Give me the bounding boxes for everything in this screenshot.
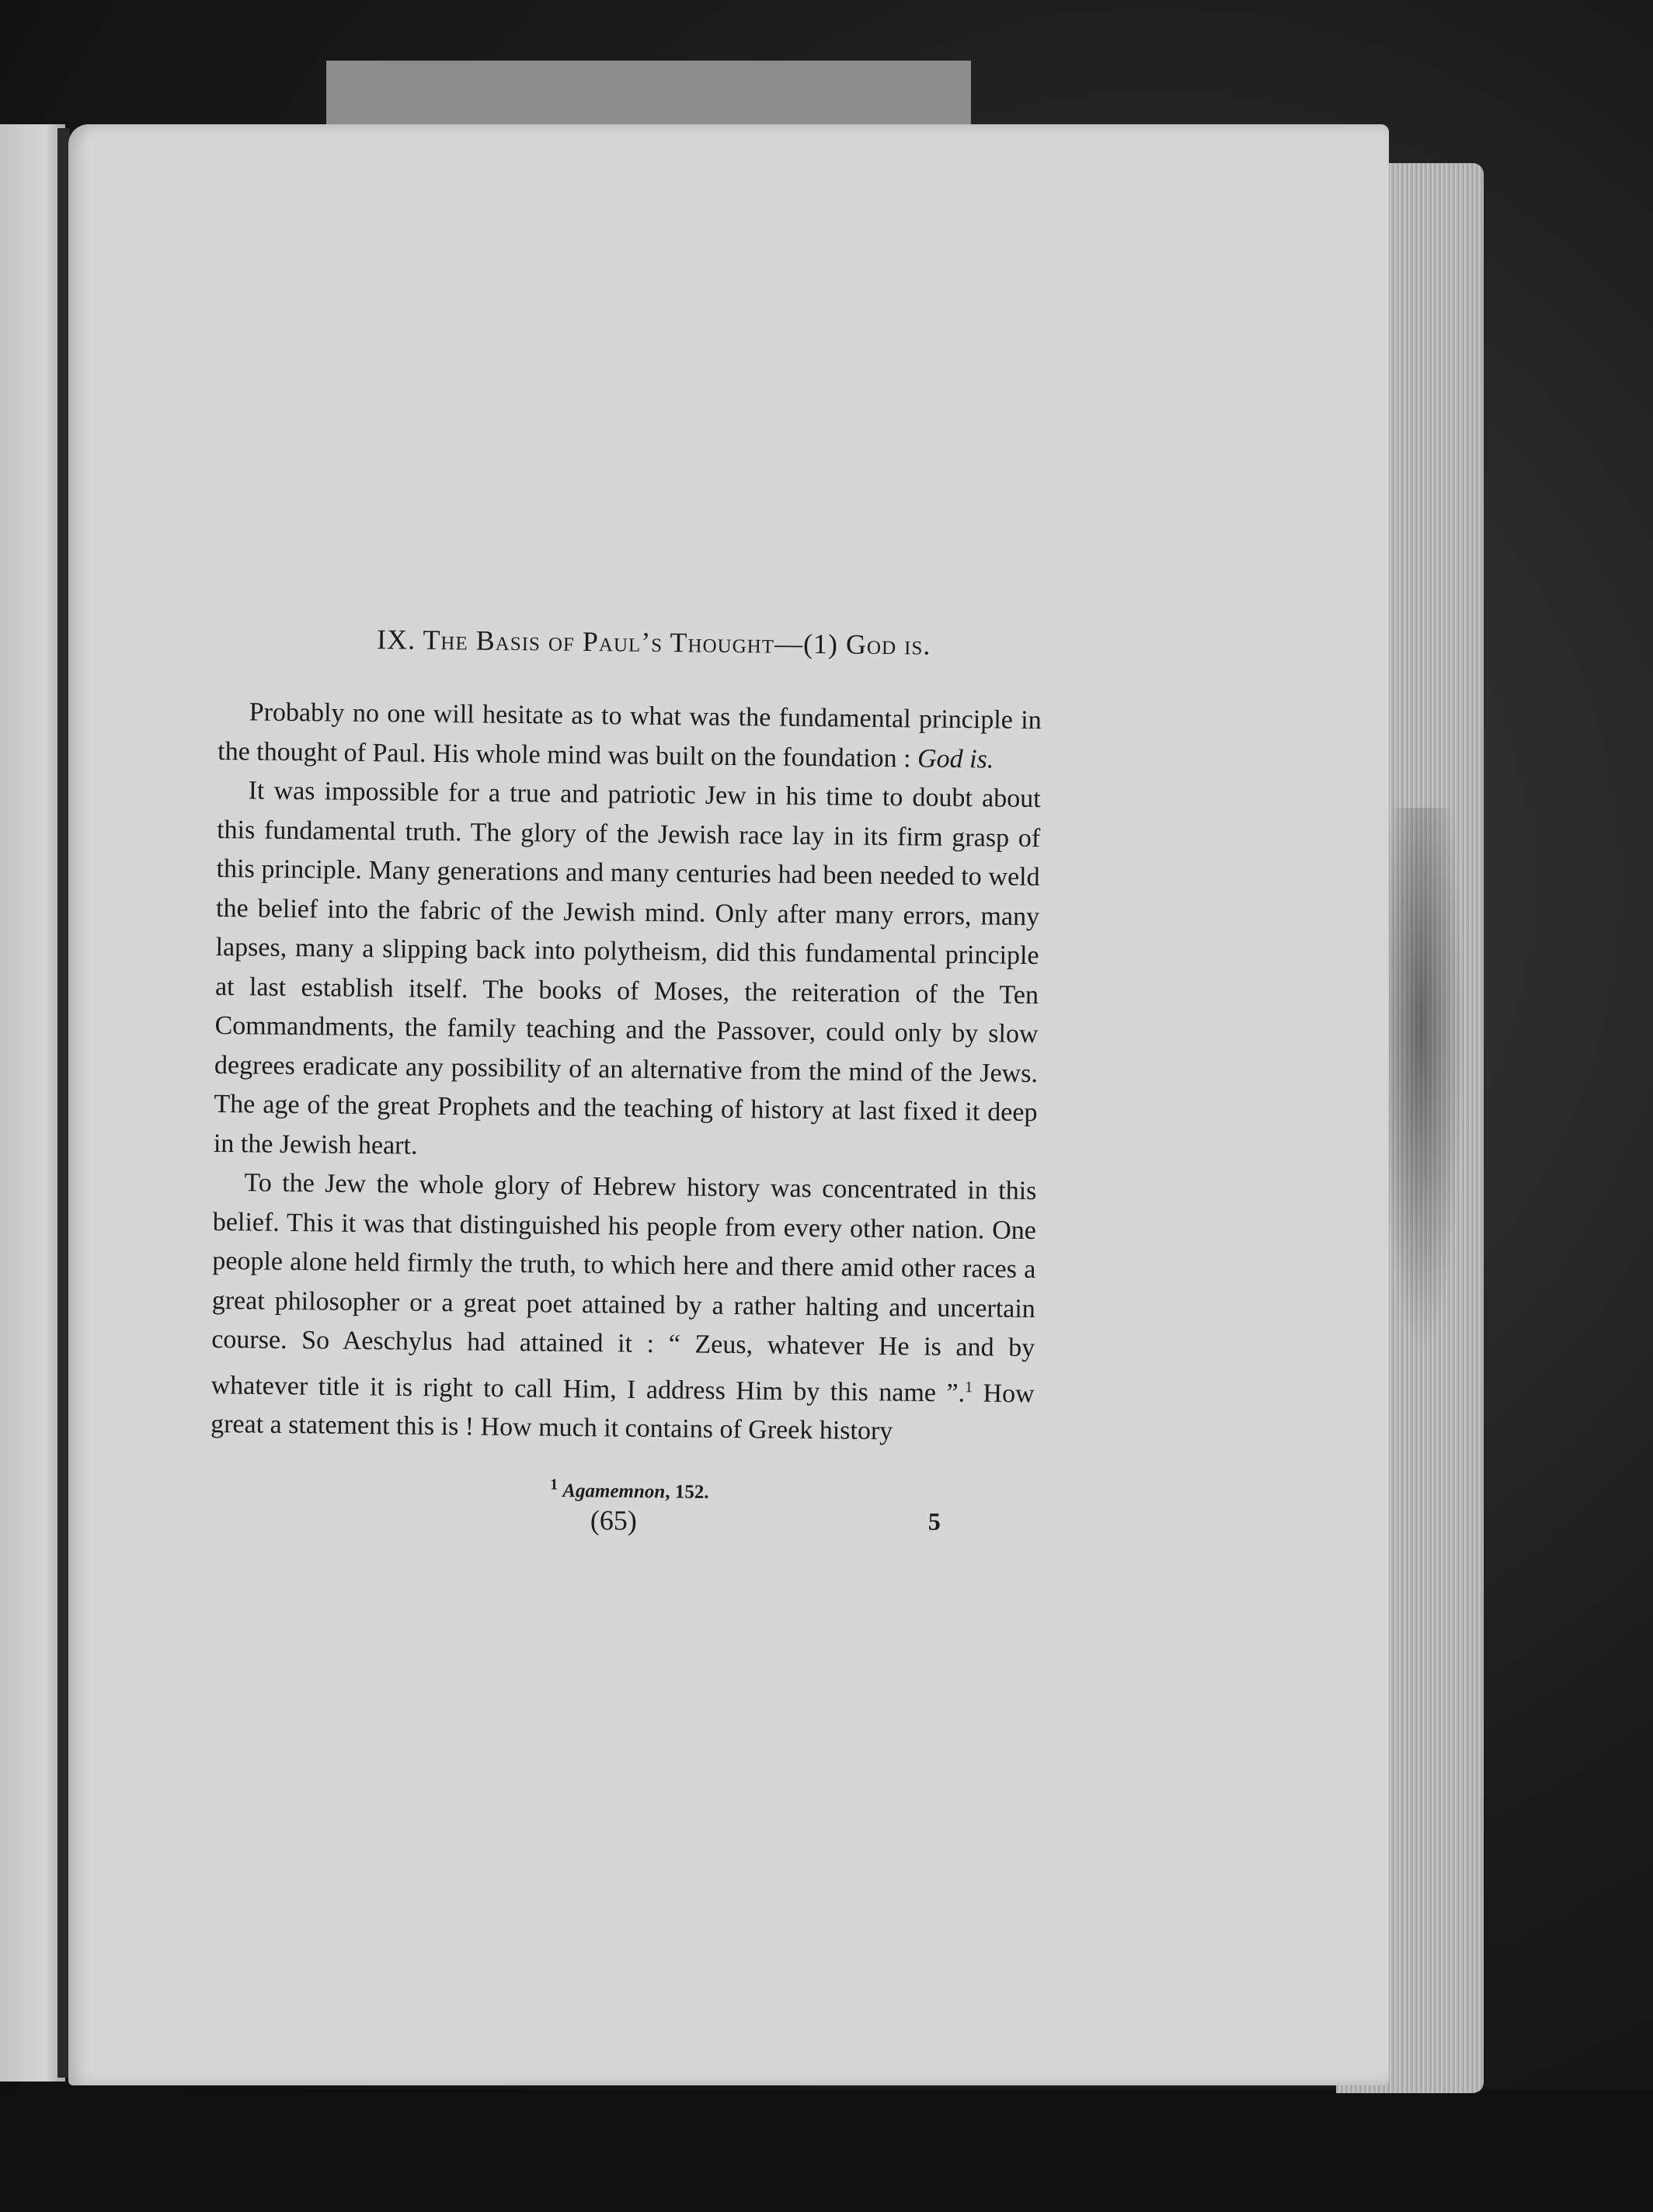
- paragraph-1-text: Probably no one will hesitate as to what was the fundamental principle in the thought of Paul. His whole mind was built on the foundation :: [218, 697, 1042, 773]
- left-page-edge: [0, 124, 65, 2082]
- paragraph-3: [211, 1163, 1037, 1453]
- page-number: (65): [590, 1504, 638, 1536]
- chapter-heading: IX. The Basis of Paul’s Thought—(1) God is.: [376, 624, 931, 661]
- paragraph-1: [218, 693, 1042, 780]
- footnote-ref-text: , 152.: [665, 1481, 709, 1503]
- footnote-work: Agamemnon: [562, 1480, 666, 1503]
- paragraph-2: It was impossible for a true and patriotic Jew in his time to doubt about this fundamental truth. The glory of the Jewish race lay in its firm grasp of this principle. Many generations and many centuries had been needed to weld the belief into the fabric of the Jewish mind. Only after many errors, many lapses, many a slipping back into polytheism, did this fundamental principle at last establish itself. The books of Moses, the reiteration of the Ten Commandments, the family teaching and the Passover, could only by slow degrees eradicate any possibility of an alternative from the mind of the Jews. The age of the great Prophets and the teaching of history at last fixed it deep in the Jewish heart.: [213, 776, 1041, 1160]
- signature-mark: 5: [927, 1507, 941, 1536]
- page-edges-stain: [1379, 808, 1464, 1351]
- footnote-ref: 1: [965, 1378, 973, 1396]
- paragraph-3-tail: How great a statement this is ! How much it contains of Greek history: [210, 1379, 1035, 1446]
- table-surface: [0, 2089, 1653, 2212]
- emphasis-text: God is.: [917, 743, 994, 774]
- footnote-marker: 1: [550, 1476, 559, 1494]
- paragraph-3-text: To the Jew the whole glory of Hebrew history was concentrated in this belief. This it was that distinguished his people from every other nation. One people alone held firmly the truth, to which here and there amid other races a great philosopher or a great poet attained by a rather halting and uncertain course. So Aeschylus had attained it : “ Zeus, whatever He is and by whatever title it is right to call Him, I address Him by this name ”.: [211, 1168, 1037, 1407]
- text-block: [210, 621, 1042, 1547]
